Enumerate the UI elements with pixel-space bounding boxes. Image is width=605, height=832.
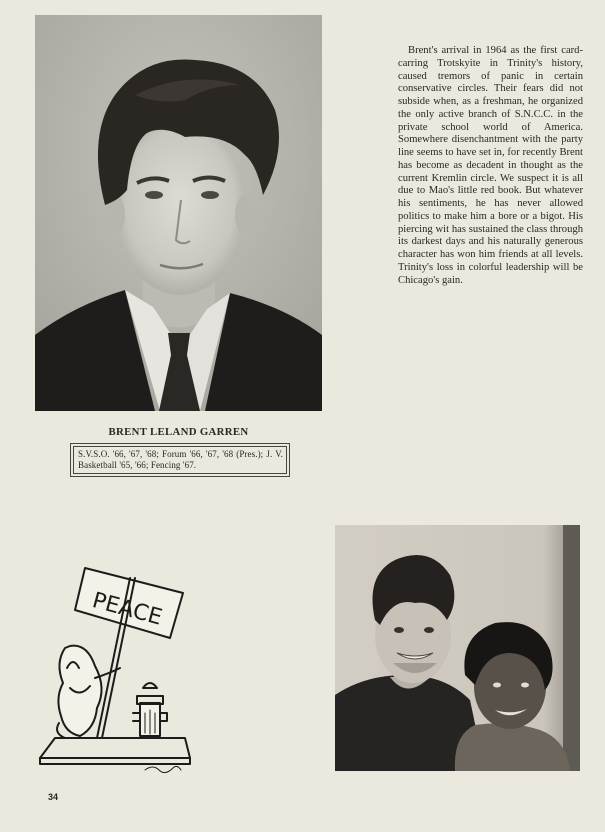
candid-photo xyxy=(335,525,580,771)
peace-sign-text: PEACE xyxy=(89,588,165,631)
student-name: BRENT LELAND GARREN xyxy=(108,426,249,438)
peace-sign-cartoon xyxy=(35,538,200,788)
activities-text: S.V.S.O. '66, '67, '68; Forum '66, '67, '68 (Pres.); J. V. Basketball '65, '66; Fencing '67. xyxy=(78,449,283,470)
activities-box xyxy=(70,443,290,477)
senior-portrait-photo xyxy=(35,15,322,411)
biography-text: Brent's arrival in 1964 as the first card-carring Trotskyite in Trinity's history, caused tremors of panic in certain conservative circles. Their fears did not subside when, as a freshman, he organized the only active branch of S.N.C.C. in the private school world of America. Somewhere disenchantment with the party line seems to have set in, for recently Brent has become as decadent in thought as the current Kremlin circle. We suspect it is all due to Mao's little red book. But whatever his sentiments, he has never allowed politics to make him a bore or a bigot. His piercing wit has sustained the class through its darkest days and his naturally generous character has won him friends at all levels. Trinity's loss in colorful leadership will be Chicago's gain. xyxy=(398,45,583,286)
page-number: 34 xyxy=(48,792,59,802)
